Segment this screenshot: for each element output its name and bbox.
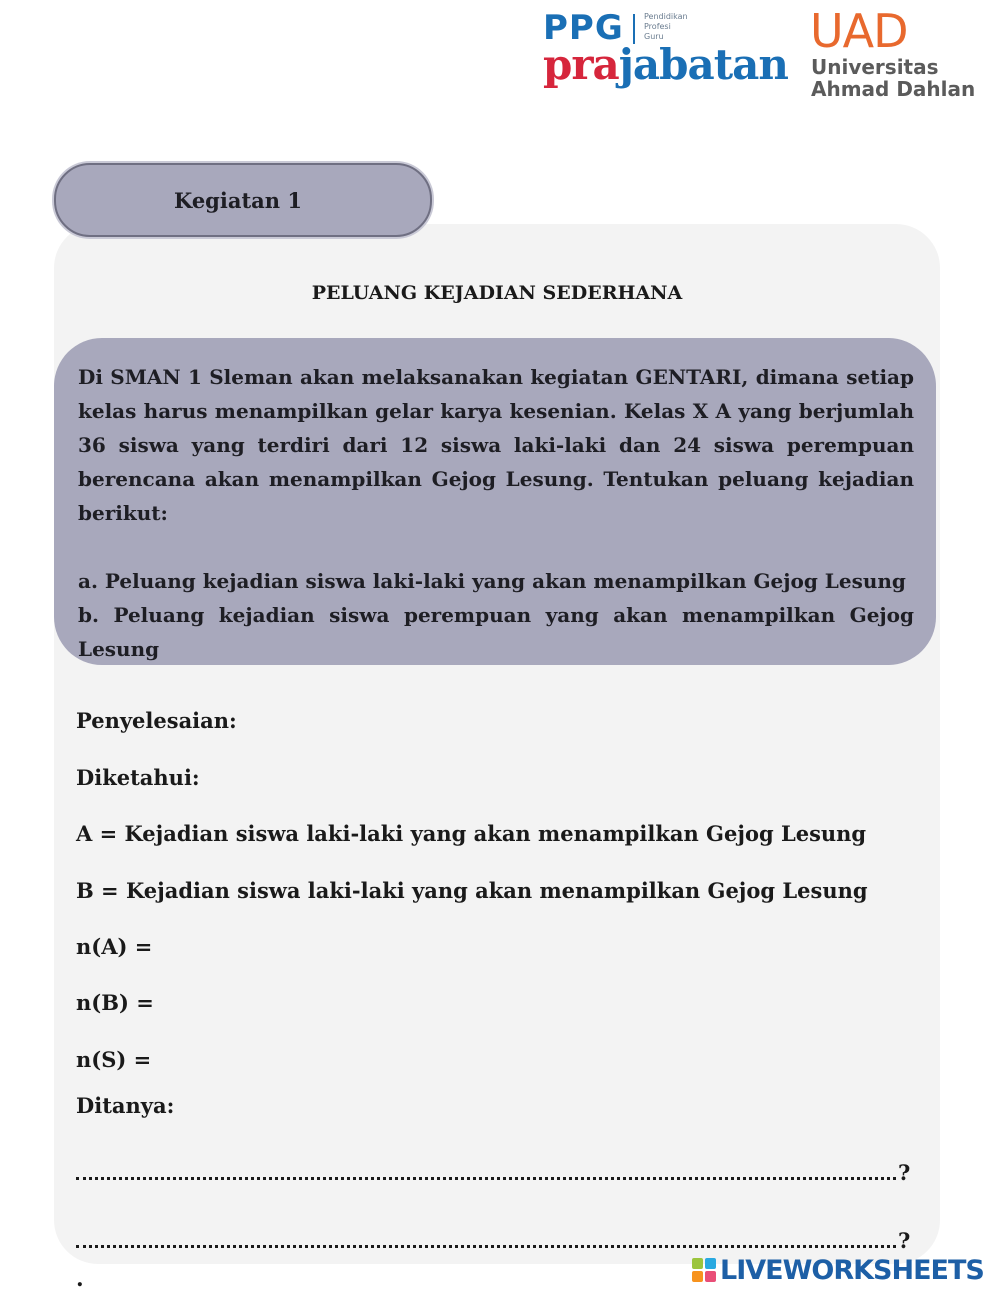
problem-spacer (78, 530, 914, 564)
logo-square-3 (692, 1271, 703, 1282)
liveworksheets-watermark (692, 1254, 984, 1286)
answer-line-1[interactable] (76, 1160, 911, 1185)
answer-line-2[interactable] (76, 1228, 911, 1253)
answer-line-1-dots[interactable] (76, 1176, 896, 1180)
solution-heading: Penyelesaian: (76, 708, 237, 733)
event-b-definition: B = Kejadian siswa laki-laki yang akan menampilkan Gejog Lesung (76, 878, 868, 903)
problem-intro: Di SMAN 1 Sleman akan melaksanakan kegiatan GENTARI, dimana setiap kelas harus menampilkan gelar karya kesenian. Kelas X A yang berjumlah 36 siswa yang terdiri dari 12 siswa laki-laki dan 24 siswa perempuan berencana akan menampilkan Gejog Lesung. Tentukan peluang kejadian berikut: (78, 365, 914, 525)
problem-item-b: b. Peluang kejadian siswa perempuan yang akan menampilkan Gejog Lesung (78, 603, 914, 661)
answer-line-1-question-mark: ? (898, 1160, 911, 1185)
answer-line-2-question-mark: ? (898, 1228, 911, 1253)
problem-box (54, 338, 936, 665)
n-b-field[interactable]: n(B) = (76, 990, 154, 1015)
ppg-logo-wordmark: prajabatan (543, 40, 788, 89)
trailing-dot: . (76, 1266, 84, 1292)
ppg-prajabatan-logo (543, 8, 788, 100)
uad-logo (810, 4, 980, 104)
uad-logo-mark: UAD (810, 4, 908, 58)
n-s-field[interactable]: n(S) = (76, 1047, 152, 1072)
activity-title: PELUANG KEJADIAN SEDERHANA (311, 282, 683, 304)
known-label: Diketahui: (76, 765, 200, 790)
answer-line-2-dots[interactable] (76, 1244, 896, 1248)
event-a-definition: A = Kejadian siswa laki-laki yang akan menampilkan Gejog Lesung (76, 821, 867, 846)
asked-label: Ditanya: (76, 1093, 175, 1118)
problem-item-a: a. Peluang kejadian siswa laki-laki yang akan menampilkan Gejog Lesung (78, 569, 906, 593)
activity-tab-label: Kegiatan 1 (174, 187, 302, 213)
liveworksheets-text: LIVEWORKSHEETS (720, 1254, 984, 1286)
logo-square-1 (692, 1258, 703, 1269)
ppg-logo-subtitle: Pendidikan Profesi Guru (644, 12, 688, 41)
logo-square-2 (705, 1258, 716, 1269)
ppg-logo-mark: PPG (543, 8, 624, 48)
liveworksheets-logo-icon (692, 1258, 716, 1282)
n-a-field[interactable]: n(A) = (76, 934, 153, 959)
logo-square-4 (705, 1271, 716, 1282)
activity-tab (54, 163, 432, 237)
uad-logo-name: Universitas Ahmad Dahlan (811, 55, 976, 101)
